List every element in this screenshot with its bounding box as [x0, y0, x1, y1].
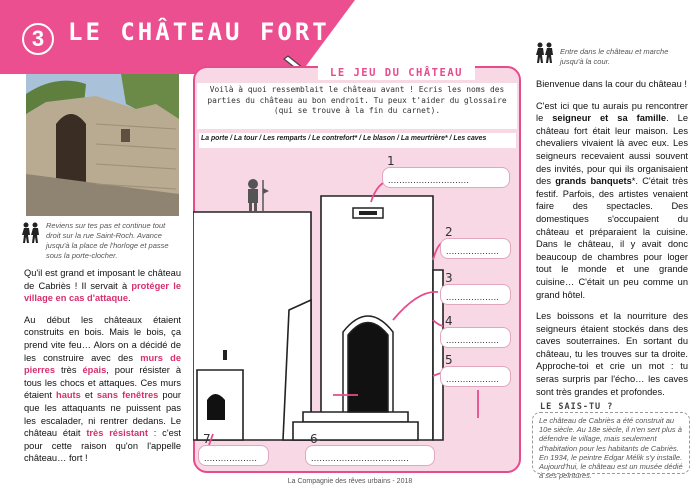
- label-number: 1: [387, 154, 395, 168]
- paragraph-seigneur: C'est ici que tu aurais pu rencontrer le seigneur et sa famille. Le château fort était leur maison. Les chevaliers vivaient là avec eux. Les seigneurs recevaient aussi souvent des invités, pour qui ils organisaient des grands banquets*. C'était très festif. Parfois, des artistes venaient faire des spectacles. Des domestiques s'occupaient du château et préparaient la cuisine. Dans le château, il y avait donc beaucoup de chambres pour loger tout le monde et une grande cuisine… C'était un peu comme un grand hôtel.: [536, 100, 689, 300]
- did-you-know-title: LE SAIS-TU ?: [540, 402, 614, 412]
- answer-field-7[interactable]: [198, 432, 269, 466]
- answer-field-6[interactable]: [305, 432, 435, 466]
- glossary-word-list: La porte / La tour / Les remparts / Le contrefort* / Le blason / La meurtrière* / Les caves: [199, 133, 516, 148]
- castle-drawing: [193, 150, 521, 473]
- castle-photo: [26, 74, 179, 216]
- label-number: 6: [310, 432, 318, 446]
- chapter-number: 3: [22, 23, 54, 55]
- walking-people-icon: [534, 42, 556, 64]
- footer: La Compagnie des rêves urbains - 2018: [287, 478, 413, 485]
- answer-field-5[interactable]: [440, 353, 511, 387]
- left-text-column: [24, 267, 181, 474]
- label-number: 5: [445, 353, 453, 367]
- label-dots: ...................: [446, 246, 500, 256]
- label-dots: ...................: [446, 292, 500, 302]
- answer-field-1[interactable]: [382, 154, 510, 188]
- game-title: LE JEU DU CHÂTEAU: [318, 66, 475, 80]
- left-caption: Reviens sur tes pas et continue tout droit sur la rue Saint-Roch. Avance jusqu'à la place de l'horloge et passe sous la porte-clocher.: [46, 221, 169, 260]
- label-number: 7: [203, 432, 211, 446]
- page-title: LE CHÂTEAU FORT: [68, 18, 330, 46]
- answer-field-2[interactable]: [440, 225, 511, 259]
- label-dots: .............................: [388, 175, 470, 185]
- label-number: 2: [445, 225, 453, 239]
- game-instructions: Voilà à quoi ressemblait le château avant ! Ecris les noms des parties du château au bon endroit. Tu peux t'aider du glossaire (qui se trouve à la fin du carnet).: [197, 83, 517, 129]
- right-text-column: [536, 78, 688, 407]
- label-dots: ...................: [446, 374, 500, 384]
- right-caption: Entre dans le château et marche jusqu'à la cour.: [560, 47, 669, 66]
- label-number: 4: [445, 314, 453, 328]
- answer-field-3[interactable]: [440, 271, 511, 305]
- walking-people-icon: [20, 222, 42, 244]
- answer-field-4[interactable]: [440, 314, 511, 348]
- label-number: 3: [445, 271, 453, 285]
- did-you-know-box: Le château de Cabriès a été construit au 10e siècle. Au 18e siècle, il n'en sert plus à défendre le village, mais seulement d'habitation pour les habitants de Cabriès. En 1934, le peintre Edgar Mélik s'y installe. Aujourd'hui, le château est un musée dédié à ses peintures.: [532, 412, 690, 474]
- label-dots: ...................................: [311, 453, 410, 463]
- paragraph-caves: Les boissons et la nourriture des seigneurs étaient stockés dans des caves souterraines. En sortant du château, tu les trouves sur ta droite. Approche-toi et crie un mot : tu seras surpris par l'écho… les caves sont très grandes et profondes.: [536, 311, 688, 397]
- label-dots: ...................: [204, 453, 258, 463]
- paragraph-intro: Qu'il est grand et imposant le château de Cabriès ! Il servait à protéger le village en cas d'attaque.: [24, 268, 181, 304]
- paragraph-history: Au début les châteaux étaient construits en bois. Mais le bois, ça prend vite feu… Alors on a décidé de les construire avec des murs de pierres très épais, pour résister à tous les chocs et attaques. Ces murs étaient hauts et sans fenêtres pour que les attaquants ne puissent pas les escalader, ni rentrer dedans. Le château était très résistant : c'est pour cette raison qu'on l'appelle château… fort !: [24, 314, 182, 464]
- paragraph-welcome: Bienvenue dans la cour du château !: [536, 79, 687, 89]
- label-dots: ...................: [446, 335, 500, 345]
